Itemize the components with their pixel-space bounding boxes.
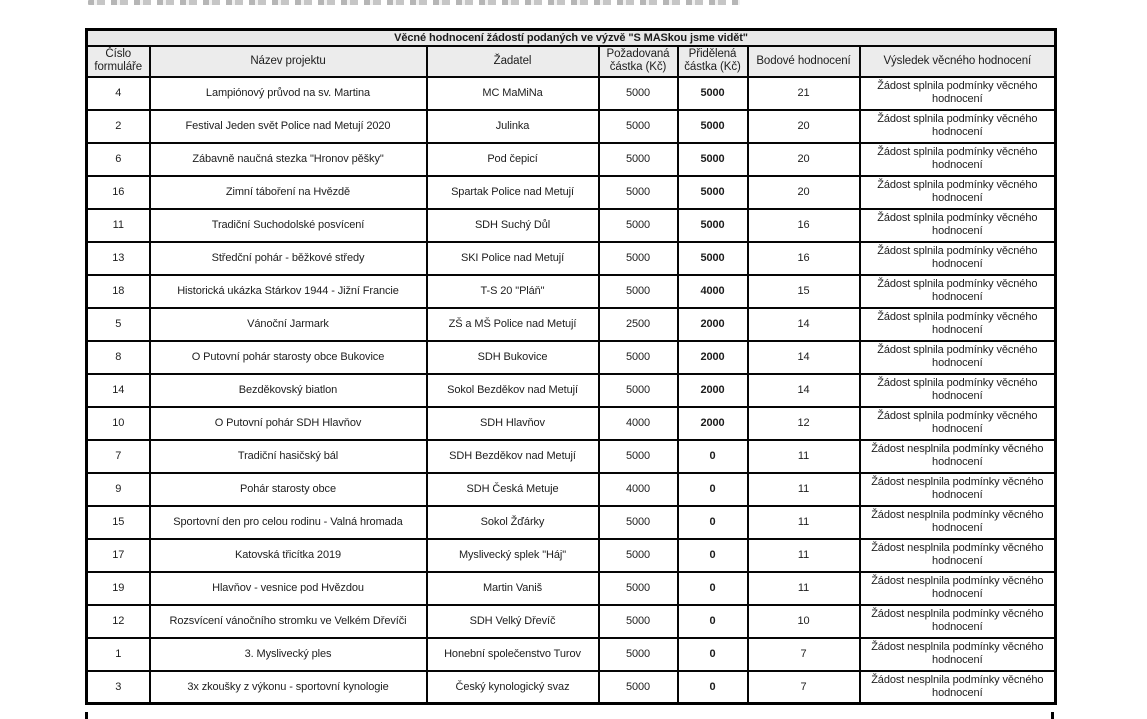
cell-project-name: Katovská třicítka 2019 <box>150 539 427 572</box>
cell-allocated-amount: 2000 <box>678 374 748 407</box>
cell-project-name: Středční pohár - běžkové středy <box>150 242 427 275</box>
table-row <box>87 440 1056 473</box>
cell-result: Žádost splnila podmínky věcného hodnocení <box>860 242 1056 275</box>
cell-result: Žádost nesplnila podmínky věcného hodnocení <box>860 506 1056 539</box>
cell-allocated-amount: 5000 <box>678 242 748 275</box>
cell-result: Žádost nesplnila podmínky věcného hodnocení <box>860 671 1056 704</box>
cell-requested-amount: 5000 <box>599 671 678 704</box>
cell-applicant: SDH Bukovice <box>427 341 599 374</box>
cell-allocated-amount: 5000 <box>678 143 748 176</box>
cell-project-name: Historická ukázka Stárkov 1944 - Jižní Francie <box>150 275 427 308</box>
table-row <box>87 143 1056 176</box>
cell-requested-amount: 5000 <box>599 176 678 209</box>
cell-allocated-amount: 0 <box>678 605 748 638</box>
cell-requested-amount: 5000 <box>599 77 678 110</box>
cell-points: 14 <box>748 374 860 407</box>
cell-applicant: Julinka <box>427 110 599 143</box>
table-title: Věcné hodnocení žádostí podaných ve výzvě "S MASkou jsme vidět" <box>87 30 1056 46</box>
cell-form-number: 12 <box>87 605 150 638</box>
cell-points: 14 <box>748 341 860 374</box>
col-header-points: Bodové hodnocení <box>748 46 860 77</box>
col-header-form-number: Číslo formuláře <box>87 46 150 77</box>
cell-project-name: Rozsvícení vánočního stromku ve Velkém Dřevíči <box>150 605 427 638</box>
cell-points: 11 <box>748 506 860 539</box>
cell-points: 20 <box>748 143 860 176</box>
cell-form-number: 3 <box>87 671 150 704</box>
cell-form-number: 14 <box>87 374 150 407</box>
cell-project-name: Zábavně naučná stezka "Hronov pěšky" <box>150 143 427 176</box>
cell-requested-amount: 5000 <box>599 506 678 539</box>
table-body <box>87 77 1056 704</box>
cell-form-number: 5 <box>87 308 150 341</box>
cell-allocated-amount: 4000 <box>678 275 748 308</box>
cell-requested-amount: 5000 <box>599 275 678 308</box>
cell-form-number: 4 <box>87 77 150 110</box>
table-row <box>87 473 1056 506</box>
cell-result: Žádost splnila podmínky věcného hodnocení <box>860 407 1056 440</box>
cell-allocated-amount: 2000 <box>678 308 748 341</box>
cell-requested-amount: 4000 <box>599 473 678 506</box>
cell-form-number: 11 <box>87 209 150 242</box>
table-row <box>87 671 1056 704</box>
cell-points: 12 <box>748 407 860 440</box>
cell-applicant: SDH Suchý Důl <box>427 209 599 242</box>
table-row <box>87 506 1056 539</box>
cell-points: 7 <box>748 638 860 671</box>
table-row <box>87 539 1056 572</box>
cell-form-number: 9 <box>87 473 150 506</box>
table-row <box>87 638 1056 671</box>
cell-requested-amount: 5000 <box>599 572 678 605</box>
table-row <box>87 374 1056 407</box>
cell-applicant: Český kynologický svaz <box>427 671 599 704</box>
title-row <box>87 30 1056 46</box>
cell-result: Žádost nesplnila podmínky věcného hodnocení <box>860 473 1056 506</box>
cell-points: 20 <box>748 110 860 143</box>
cell-form-number: 16 <box>87 176 150 209</box>
cell-project-name: Tradiční Suchodolské posvícení <box>150 209 427 242</box>
cell-requested-amount: 5000 <box>599 605 678 638</box>
cell-project-name: Hlavňov - vesnice pod Hvězdou <box>150 572 427 605</box>
cell-applicant: Sokol Žďárky <box>427 506 599 539</box>
table-row <box>87 407 1056 440</box>
cell-project-name: O Putovní pohár SDH Hlavňov <box>150 407 427 440</box>
col-header-requested-amount: Požadovaná částka (Kč) <box>599 46 678 77</box>
cell-applicant: Martin Vaniš <box>427 572 599 605</box>
cell-points: 20 <box>748 176 860 209</box>
cell-points: 14 <box>748 308 860 341</box>
cell-requested-amount: 5000 <box>599 110 678 143</box>
evaluation-table <box>85 28 1057 705</box>
cell-project-name: Festival Jeden svět Police nad Metují 2020 <box>150 110 427 143</box>
cell-result: Žádost nesplnila podmínky věcného hodnocení <box>860 440 1056 473</box>
cell-allocated-amount: 2000 <box>678 407 748 440</box>
cropped-text-line <box>88 0 740 5</box>
table-row <box>87 275 1056 308</box>
cell-form-number: 6 <box>87 143 150 176</box>
cell-applicant: SDH Bezděkov nad Metují <box>427 440 599 473</box>
cell-allocated-amount: 0 <box>678 440 748 473</box>
cell-points: 21 <box>748 77 860 110</box>
cell-allocated-amount: 5000 <box>678 77 748 110</box>
cell-result: Žádost splnila podmínky věcného hodnocení <box>860 308 1056 341</box>
cell-points: 15 <box>748 275 860 308</box>
cell-allocated-amount: 0 <box>678 572 748 605</box>
cell-applicant: SDH Česká Metuje <box>427 473 599 506</box>
cell-allocated-amount: 5000 <box>678 110 748 143</box>
cell-applicant: ZŠ a MŠ Police nad Metují <box>427 308 599 341</box>
cell-points: 7 <box>748 671 860 704</box>
cell-applicant: MC MaMiNa <box>427 77 599 110</box>
cell-requested-amount: 5000 <box>599 242 678 275</box>
cell-requested-amount: 2500 <box>599 308 678 341</box>
cell-allocated-amount: 0 <box>678 473 748 506</box>
cell-result: Žádost splnila podmínky věcného hodnocení <box>860 341 1056 374</box>
cell-project-name: 3x zkoušky z výkonu - sportovní kynologie <box>150 671 427 704</box>
col-header-allocated-amount: Přidělená částka (Kč) <box>678 46 748 77</box>
cell-points: 16 <box>748 209 860 242</box>
table-row <box>87 308 1056 341</box>
table-row <box>87 341 1056 374</box>
table-row <box>87 605 1056 638</box>
cell-form-number: 15 <box>87 506 150 539</box>
partial-next-row <box>85 712 1054 719</box>
cell-points: 10 <box>748 605 860 638</box>
cell-result: Žádost splnila podmínky věcného hodnocení <box>860 143 1056 176</box>
cell-form-number: 13 <box>87 242 150 275</box>
cell-result: Žádost splnila podmínky věcného hodnocení <box>860 110 1056 143</box>
cell-points: 16 <box>748 242 860 275</box>
cell-form-number: 10 <box>87 407 150 440</box>
cell-allocated-amount: 0 <box>678 506 748 539</box>
cell-project-name: Vánoční Jarmark <box>150 308 427 341</box>
cell-applicant: Honební společenstvo Turov <box>427 638 599 671</box>
cell-form-number: 1 <box>87 638 150 671</box>
cell-allocated-amount: 0 <box>678 539 748 572</box>
cell-form-number: 7 <box>87 440 150 473</box>
cell-form-number: 2 <box>87 110 150 143</box>
cell-allocated-amount: 0 <box>678 671 748 704</box>
cell-project-name: Lampiónový průvod na sv. Martina <box>150 77 427 110</box>
cell-points: 11 <box>748 440 860 473</box>
cell-project-name: Pohár starosty obce <box>150 473 427 506</box>
cell-points: 11 <box>748 473 860 506</box>
col-header-applicant: Žadatel <box>427 46 599 77</box>
table-row <box>87 572 1056 605</box>
cell-allocated-amount: 2000 <box>678 341 748 374</box>
cell-requested-amount: 5000 <box>599 638 678 671</box>
cell-result: Žádost splnila podmínky věcného hodnocení <box>860 77 1056 110</box>
cell-result: Žádost splnila podmínky věcného hodnocení <box>860 176 1056 209</box>
cell-allocated-amount: 0 <box>678 638 748 671</box>
col-header-project-name: Název projektu <box>150 46 427 77</box>
cell-points: 11 <box>748 539 860 572</box>
table-row <box>87 242 1056 275</box>
cell-result: Žádost nesplnila podmínky věcného hodnocení <box>860 605 1056 638</box>
cell-form-number: 17 <box>87 539 150 572</box>
cell-requested-amount: 5000 <box>599 209 678 242</box>
cell-form-number: 18 <box>87 275 150 308</box>
cell-applicant: SKI Police nad Metují <box>427 242 599 275</box>
cell-requested-amount: 5000 <box>599 440 678 473</box>
table-row <box>87 209 1056 242</box>
cell-requested-amount: 5000 <box>599 143 678 176</box>
header-row <box>87 46 1056 77</box>
table-row <box>87 77 1056 110</box>
cell-requested-amount: 5000 <box>599 374 678 407</box>
cell-project-name: Sportovní den pro celou rodinu - Valná hromada <box>150 506 427 539</box>
cell-result: Žádost nesplnila podmínky věcného hodnocení <box>860 539 1056 572</box>
cell-applicant: Spartak Police nad Metují <box>427 176 599 209</box>
cell-applicant: T-S 20 "Pláň" <box>427 275 599 308</box>
cell-applicant: Sokol Bezděkov nad Metují <box>427 374 599 407</box>
cell-result: Žádost splnila podmínky věcného hodnocení <box>860 209 1056 242</box>
cell-applicant: SDH Velký Dřevíč <box>427 605 599 638</box>
cell-result: Žádost nesplnila podmínky věcného hodnocení <box>860 638 1056 671</box>
cell-requested-amount: 5000 <box>599 539 678 572</box>
cell-form-number: 19 <box>87 572 150 605</box>
cell-form-number: 8 <box>87 341 150 374</box>
cell-allocated-amount: 5000 <box>678 209 748 242</box>
cell-requested-amount: 5000 <box>599 341 678 374</box>
cell-result: Žádost splnila podmínky věcného hodnocení <box>860 275 1056 308</box>
cell-project-name: Tradiční hasičský bál <box>150 440 427 473</box>
cell-points: 11 <box>748 572 860 605</box>
cell-allocated-amount: 5000 <box>678 176 748 209</box>
cell-applicant: SDH Hlavňov <box>427 407 599 440</box>
col-header-result: Výsledek věcného hodnocení <box>860 46 1056 77</box>
cell-applicant: Myslivecký splek "Háj" <box>427 539 599 572</box>
table-row <box>87 110 1056 143</box>
cell-result: Žádost splnila podmínky věcného hodnocení <box>860 374 1056 407</box>
cell-result: Žádost nesplnila podmínky věcného hodnocení <box>860 572 1056 605</box>
cell-requested-amount: 4000 <box>599 407 678 440</box>
cell-project-name: Bezděkovský biatlon <box>150 374 427 407</box>
cell-project-name: 3. Myslivecký ples <box>150 638 427 671</box>
cell-project-name: O Putovní pohár starosty obce Bukovice <box>150 341 427 374</box>
cell-project-name: Zimní táboření na Hvězdě <box>150 176 427 209</box>
table-row <box>87 176 1056 209</box>
cell-applicant: Pod čepicí <box>427 143 599 176</box>
